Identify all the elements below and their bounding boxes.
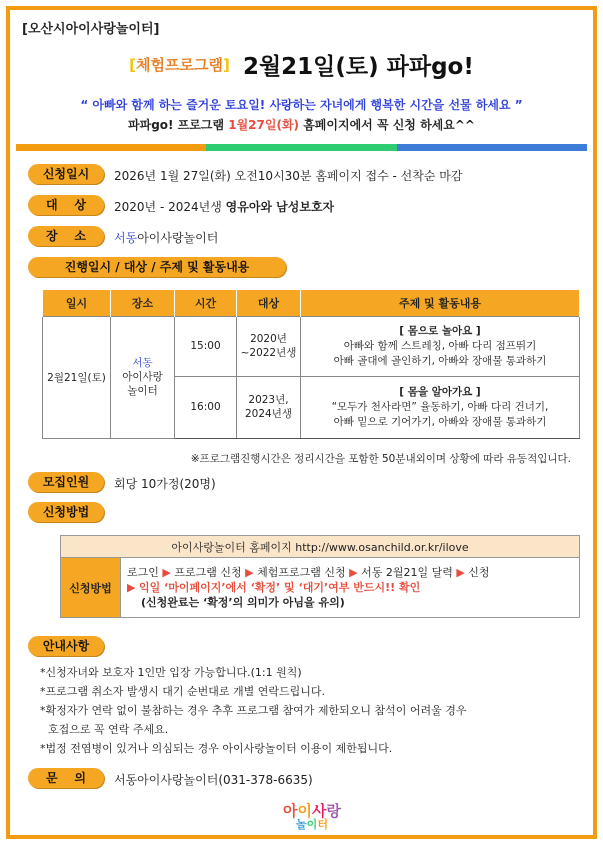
col-time: 시간 (175, 290, 237, 316)
apply-site-link[interactable]: 아이사랑놀이터 홈페이지 http://www.osanchild.or.kr/ilove (61, 536, 580, 558)
col-date: 일시 (43, 290, 111, 316)
apply-date-label: 신청일시 (28, 164, 104, 184)
col-place: 장소 (111, 290, 175, 316)
cell-place: 서동 아이사랑 놀이터 (111, 316, 175, 438)
logo-line2: 놀이터 (296, 818, 328, 831)
list-item: *법정 전염병이 있거나 의심되는 경우 아이사랑놀이터 이용이 제한됩니다. (40, 742, 393, 755)
list-item: *신청자녀와 보호자 1인만 입장 가능합니다.(1:1 원칙) (40, 666, 302, 679)
arrow-icon: ▶ (456, 566, 465, 579)
schedule-note: ※프로그램진행시간은 정리시간을 포함한 50분내외이며 상황에 따라 유동적입니다. (190, 453, 571, 465)
schedule-table (42, 290, 580, 439)
arrow-icon: ▶ (245, 566, 254, 579)
recruit-value: 회당 10가정(20명) (114, 477, 216, 491)
cell-date: 2월21일(토) (43, 316, 111, 438)
place-label: 장 소 (28, 226, 104, 246)
apply-row-label: 신청방법 (61, 558, 121, 618)
title-tag: [체험프로그램] (129, 56, 230, 74)
col-topic: 주제 및 활동내용 (301, 290, 580, 316)
schedule-header-row (43, 290, 580, 316)
recruit-label: 모집인원 (28, 472, 104, 492)
arrow-icon: ▶ (127, 581, 136, 594)
place-value: 서동아이사랑놀이터 (114, 231, 219, 245)
logo-line1: 아이사랑 (283, 802, 341, 820)
apply-table (60, 535, 580, 618)
table-row (43, 316, 580, 376)
cell-target: 2023년, 2024년생 (237, 376, 301, 438)
logo (256, 802, 368, 831)
notices-list (40, 663, 467, 758)
contact-value: 서동아이사랑놀이터(031-378-6635) (114, 773, 313, 787)
notices-label: 안내사항 (28, 636, 104, 656)
cell-time: 15:00 (175, 316, 237, 376)
list-item: 호접으로 꼭 연락 주세요. (48, 723, 169, 736)
contact-label: 문 의 (28, 768, 104, 788)
apply-steps: 로그인 ▶ 프로그램 신청 ▶ 체험프로그램 신청 ▶ 서동 2월21일 달력 ▶ 신청 ▶ 익일 ‘마이페이지’에서 ‘확정’ 및 ‘대기’여부 반드시!! 확인 (신청완료는 ‘확정’의 의미가 아님을 유의) (121, 558, 580, 618)
slogan-line2: 파파go! 프로그램 1월27일(화) 홈페이지에서 꼭 신청 하세요^^ (128, 118, 475, 132)
page-title: 2월21일(토) 파파go! (242, 54, 474, 80)
cell-target: 2020년 ~2022년생 (237, 316, 301, 376)
target-label: 대 상 (28, 195, 104, 215)
arrow-icon: ▶ (162, 566, 171, 579)
apply-method-label: 신청방법 (28, 502, 104, 522)
color-stripe (16, 144, 587, 151)
stripe-orange (16, 144, 206, 151)
apply-date-value: 2026년 1월 27일(화) 오전10시30분 홈페이지 접수 - 선착순 마감 (114, 169, 463, 183)
arrow-icon: ▶ (349, 566, 358, 579)
list-item: *프로그램 취소자 발생시 대기 순번대로 개별 연락드립니다. (40, 685, 325, 698)
cell-topic: [ 몸으로 놀아요 ] 아빠와 함께 스트레칭, 아빠 다리 점프뛰기 아빠 골대에 골인하기, 아빠와 장애물 통과하기 (301, 316, 580, 376)
slogan-line1: “ 아빠와 함께 하는 즐거운 토요일! 사랑하는 자녀에게 행복한 시간을 선물 하세요 ” (80, 98, 523, 112)
target-value: 2020년 - 2024년생 영유아와 남성보호자 (114, 200, 335, 214)
poster-frame (6, 6, 597, 839)
stripe-blue (397, 144, 587, 151)
stripe-green (206, 144, 396, 151)
org-label: [오산시아이사랑놀이터] (22, 22, 160, 37)
title-row (10, 48, 593, 81)
cell-time: 16:00 (175, 376, 237, 438)
list-item: *확정자가 연락 없이 불참하는 경우 추후 프로그램 참여가 제한되오니 참석이 어려울 경우 (40, 704, 467, 717)
col-target: 대상 (237, 290, 301, 316)
schedule-label: 진행일시 / 대상 / 주제 및 활동내용 (28, 257, 286, 277)
cell-topic: [ 몸을 알아가요 ] “모두가 천사라면” 율동하기, 아빠 다리 건너기, 아빠 밑으로 기어가기, 아빠와 장애물 통과하기 (301, 376, 580, 438)
